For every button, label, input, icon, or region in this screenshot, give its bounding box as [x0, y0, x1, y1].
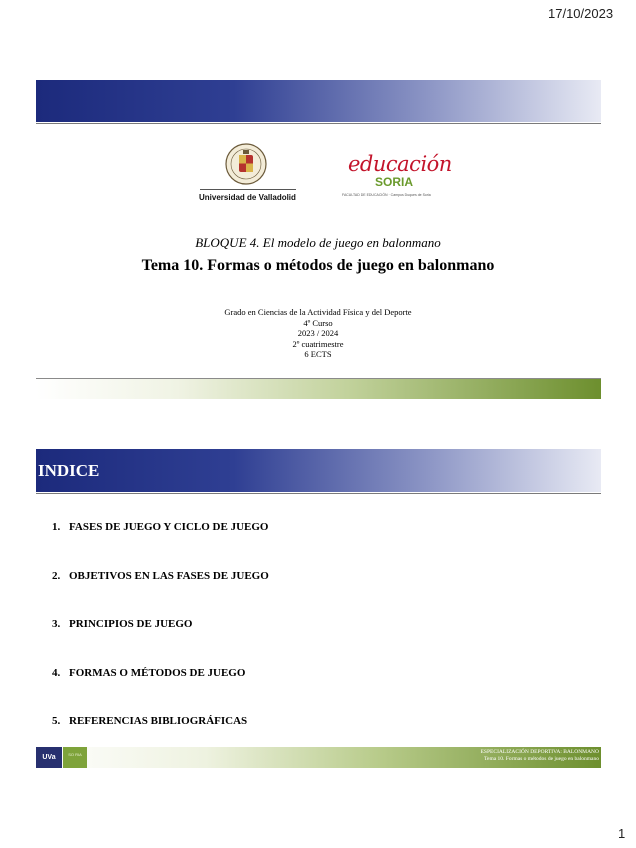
index-item: 2. OBJETIVOS EN LAS FASES DE JUEGO — [52, 569, 269, 582]
footer-topic: Tema 10. Formas o métodos de juego en balonmano — [484, 756, 599, 762]
course-info — [0, 307, 636, 360]
topic-title: Tema 10. Formas o métodos de juego en balonmano — [141, 257, 495, 274]
index-item: 3. PRINCIPIOS DE JUEGO — [52, 618, 193, 630]
index-item: 5. REFERENCIAS BIBLIOGRÁFICAS — [52, 715, 248, 727]
education-logo-subtitle: SORIA — [375, 175, 414, 189]
index-item: 1. FASES DE JUEGO Y CICLO DE JUEGO — [52, 521, 269, 533]
footer-text — [481, 749, 599, 763]
block-title: BLOQUE 4. El modelo de juego en balonmano — [195, 235, 441, 250]
soria-logo-badge: SO RIA — [63, 747, 87, 768]
slide1-header-band — [36, 80, 601, 122]
slide1-footer-band — [36, 378, 601, 399]
divider — [36, 378, 601, 379]
education-logo-tagline: FACULTAD DE EDUCACIÓN · Campus Duques de Soria — [342, 193, 431, 197]
university-crest-icon — [223, 142, 269, 186]
print-date: 17/10/2023 — [548, 6, 614, 21]
index-title: INDICE — [38, 461, 100, 480]
divider — [36, 123, 601, 124]
credits: 6 ECTS — [304, 349, 332, 359]
index-list — [52, 521, 269, 764]
education-logo-title: educación — [348, 152, 452, 176]
divider — [200, 189, 296, 190]
semester: 2º cuatrimestre — [292, 338, 344, 349]
divider — [36, 493, 601, 494]
page-number: 1 — [618, 826, 626, 841]
course-year: 4º Curso — [303, 317, 333, 328]
academic-year: 2023 / 2024 — [297, 328, 339, 338]
footer-course: ESPECIALIZACIÓN DEPORTIVA: BALONMANO — [480, 749, 599, 755]
slide2-header-band — [36, 449, 601, 492]
uva-logo-badge: UVa — [36, 747, 62, 768]
course-degree: Grado en Ciencias de la Actividad Física y del Deporte — [224, 307, 412, 317]
index-item: 4. FORMAS O MÉTODOS DE JUEGO — [52, 666, 246, 679]
university-logo-text: Universidad de Valladolid — [199, 193, 296, 202]
